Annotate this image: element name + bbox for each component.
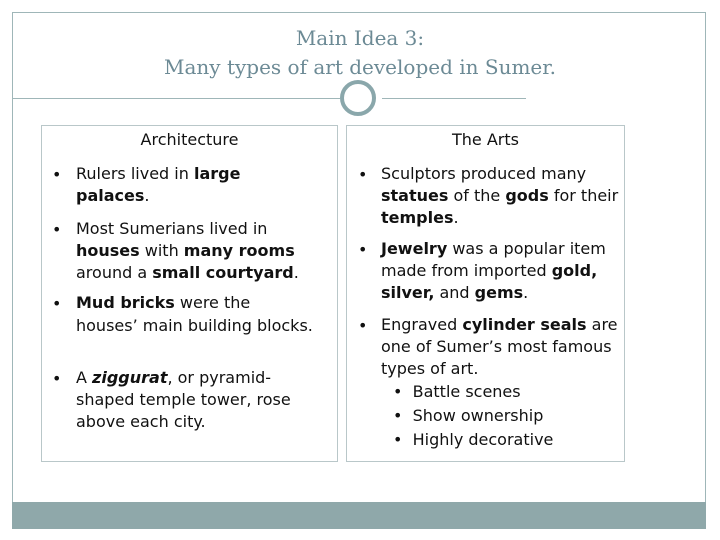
text-run: Battle scenes [412,382,521,401]
text-run: A [76,368,93,387]
bullet-icon: • [393,406,403,425]
list-item [76,218,334,284]
text-run: are one of Sumer’s most famous types of art. [381,315,618,378]
bullet-icon: • [52,220,62,239]
slide-title [0,24,720,82]
text-run: . [293,263,299,282]
bold-run: temples [381,208,454,227]
text-run: were the houses’ main building blocks. [76,293,313,335]
architecture-heading: Architecture [140,130,239,149]
text-run: was a popular item made from imported [381,239,606,280]
bullet-icon: • [52,369,62,388]
circle-ornament-icon [340,80,376,116]
title-line-1: Main Idea 3: [295,26,425,50]
bold-run: gold, silver, [381,261,598,302]
title-rule-right [382,98,526,99]
bold-run: palaces [76,186,145,205]
list-item [381,238,621,304]
bold-run: cylinder seals [462,315,587,334]
text-run: . [523,283,529,302]
bold-run: gods [505,186,549,205]
text-run: Sculptors produced many [381,164,587,183]
text-run: . [453,208,459,227]
bullet-icon: • [358,240,368,259]
arts-heading: The Arts [452,130,519,149]
text-run: of the [448,186,506,205]
title-line-2: Many types of art developed in Sumer. [164,55,556,79]
text-run: Most Sumerians lived in [76,219,268,238]
footer-bar [12,502,706,529]
bullet-icon: • [393,430,403,449]
bold-run: Mud bricks [76,293,175,312]
text-run: for their [548,186,619,205]
text-run: Rulers lived in [76,164,194,183]
bullet-icon: • [358,165,368,184]
bullet-icon: • [52,294,62,313]
list-item [381,163,621,229]
list-item [76,291,316,337]
list-item [76,163,331,207]
sub-list [393,380,553,452]
bullet-icon: • [52,165,62,184]
text-run: Engraved [381,315,463,334]
bold-run: Jewelry [381,239,448,258]
bold-italic-run: ziggurat [92,368,168,387]
bold-run: gems [474,283,524,302]
text-run: and [434,283,475,302]
list-item [381,314,621,380]
sub-list-item [393,404,553,428]
bold-run: large [193,164,241,183]
bold-run: houses [76,241,140,260]
list-item [76,367,328,433]
bold-run: many rooms [183,241,295,260]
bullet-icon: • [358,316,368,335]
text-run: around a [76,263,153,282]
bullet-icon: • [393,382,403,401]
text-run: Show ownership [412,406,544,425]
bold-run: small courtyard [152,263,294,282]
bold-run: statues [381,186,449,205]
sub-list-item [393,380,553,404]
text-run: with [139,241,184,260]
text-run: Highly decorative [412,430,554,449]
text-run: , or pyramid-shaped temple tower, rose above each city. [76,368,291,431]
text-run: . [144,186,150,205]
sub-list-item [393,428,553,452]
title-rule-left [12,98,340,99]
